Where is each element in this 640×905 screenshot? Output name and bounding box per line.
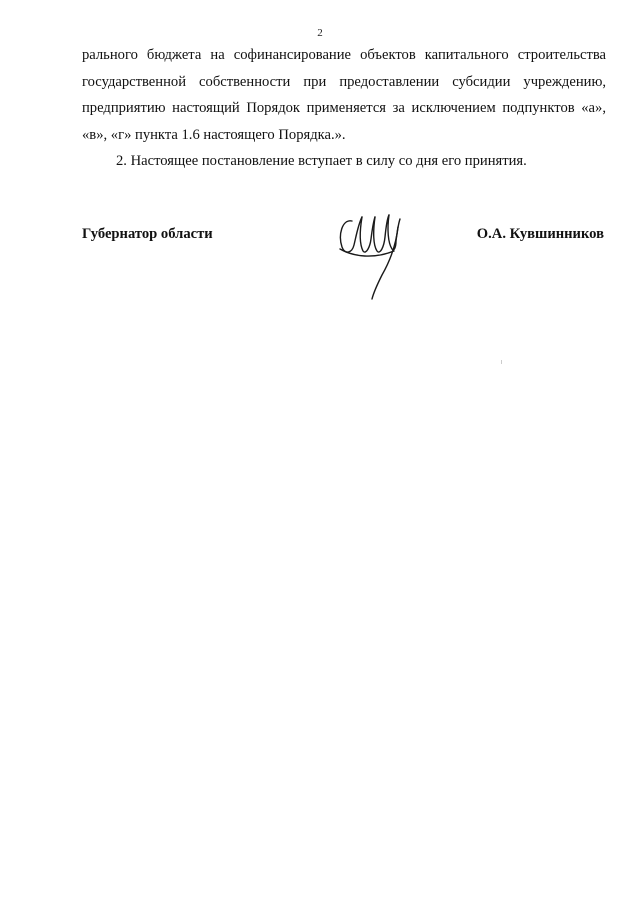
signer-name: О.А. Кувшинников: [476, 226, 604, 242]
signer-title: Губернатор области: [82, 226, 213, 242]
scan-speck: [501, 360, 502, 364]
document-body: [82, 42, 606, 175]
paragraph-1-line-2: государственной собственности при предоставлении субсидии учреждению,: [82, 73, 606, 90]
paragraph-1-line-4: «в», «г» пункта 1.6 настоящего Порядка.».: [82, 126, 346, 143]
paragraph-2: 2. Настоящее постановление вступает в силу со дня его принятия.: [116, 153, 527, 169]
paragraph-1-line-3: предприятию настоящий Порядок применяется за исключением подпунктов «а»,: [82, 100, 606, 116]
handwritten-signature-icon: [330, 205, 410, 305]
page-number: 2: [317, 27, 323, 39]
paragraph-1-line-1: рального бюджета на софинансирование объектов капитального строительства: [82, 47, 606, 63]
